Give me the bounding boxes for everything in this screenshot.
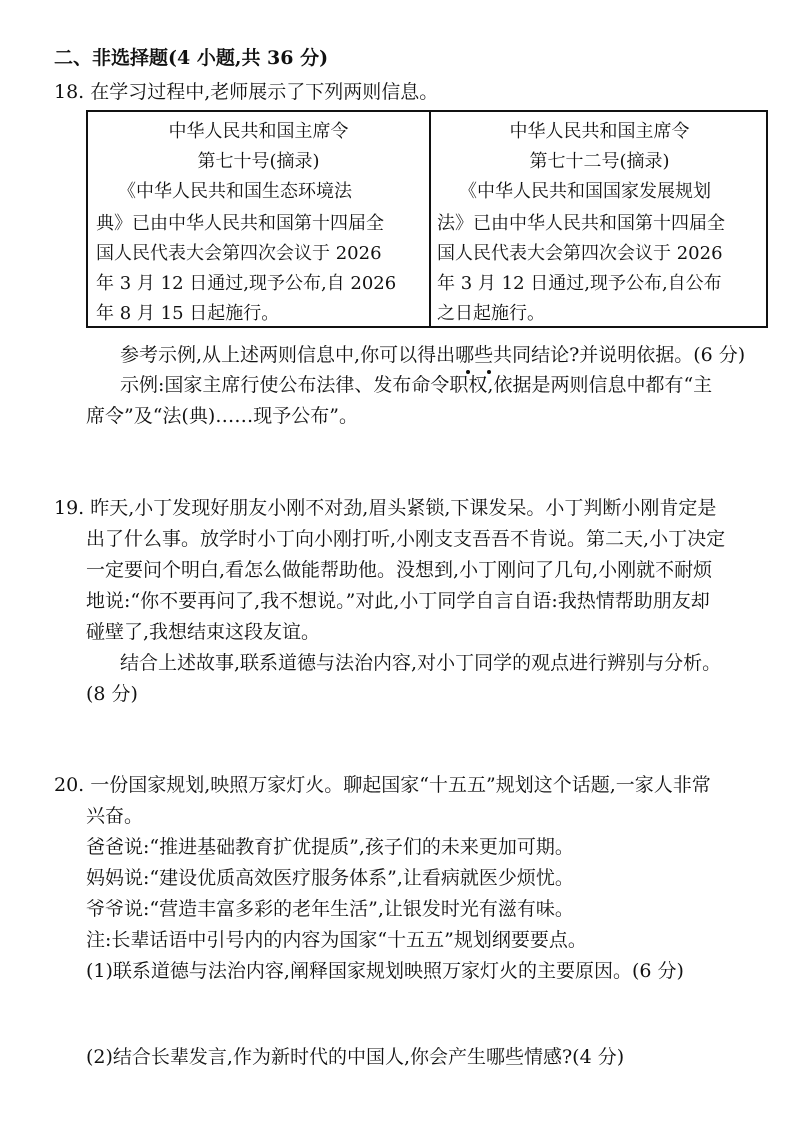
- left-cell-title: 中华人民共和国主席令: [168, 121, 349, 142]
- q20-mom-quote: 妈妈说:“建设优质高效医疗服务体系”,让看病就医少烦忧。: [86, 867, 574, 889]
- q20-grandpa-quote: 爷爷说:“营造丰富多彩的老年生活”,让银发时光有滋有味。: [86, 898, 574, 920]
- right-cell-line: 之日起施行。: [437, 303, 545, 324]
- right-cell-line: 国人民代表大会第四次会议于 2026: [437, 243, 723, 264]
- section-heading: 二、非选择题(4 小题,共 36 分): [54, 47, 329, 69]
- q20-stem-line: 兴奋。: [86, 805, 144, 827]
- emphasis-dot: [466, 370, 470, 374]
- left-cell-line: 年 8 月 15 日起施行。: [96, 303, 280, 324]
- q20-dad-quote: 爸爸说:“推进基础教育扩优提质”,孩子们的未来更加可期。: [86, 836, 574, 858]
- q20-subquestion-1: (1)联系道德与法治内容,阐释国家规划映照万家灯火的主要原因。(6 分): [86, 960, 684, 982]
- q19-line: 碰壁了,我想结束这段友谊。: [86, 621, 321, 643]
- q18-stem: 18. 在学习过程中,老师展示了下列两则信息。: [54, 81, 439, 103]
- q19-task: 结合上述故事,联系道德与法治内容,对小丁同学的观点进行辨别与分析。: [120, 652, 722, 674]
- q19-line: 一定要问个明白,看怎么做能帮助他。没想到,小丁刚问了几句,小刚就不耐烦: [86, 559, 713, 581]
- left-cell-line: 国人民代表大会第四次会议于 2026: [96, 243, 382, 264]
- right-info-cell: [429, 112, 770, 326]
- q18-prompt: 参考示例,从上述两则信息中,你可以得出哪些共同结论?并说明依据。(6 分): [120, 344, 746, 366]
- left-cell-line: 典》已由中华人民共和国第十四届全: [96, 213, 384, 234]
- left-cell-line: 《中华人民共和国生态环境法: [118, 181, 352, 202]
- q20-stem-line: 20. 一份国家规划,映照万家灯火。聊起国家“十五五”规划这个话题,一家人非常: [54, 774, 711, 796]
- left-info-cell: [88, 112, 429, 326]
- left-cell-line: 年 3 月 12 日通过,现予公布,自 2026: [96, 273, 397, 294]
- right-cell-line: 《中华人民共和国国家发展规划: [459, 181, 711, 202]
- emphasis-dot: [487, 370, 491, 374]
- q18-example-line: 席令”及“法(典)……现予公布”。: [86, 405, 358, 427]
- q19-line: 19. 昨天,小丁发现好朋友小刚不对劲,眉头紧锁,下课发呆。小丁判断小刚肯定是: [54, 497, 717, 519]
- right-cell-title: 中华人民共和国主席令: [509, 121, 690, 142]
- right-cell-line: 法》已由中华人民共和国第十四届全: [437, 213, 725, 234]
- q19-line: 出了什么事。放学时小丁向小刚打听,小刚支支吾吾不肯说。第二天,小丁决定: [86, 528, 726, 550]
- right-cell-line: 年 3 月 12 日通过,现予公布,自公布: [437, 273, 722, 294]
- left-cell-number: 第七十号(摘录): [197, 151, 320, 172]
- q20-note: 注:长辈话语中引号内的内容为国家“十五五”规划纲要要点。: [86, 929, 587, 951]
- q19-line: 地说:“你不要再问了,我不想说。”对此,小丁同学自言自语:我热情帮助朋友却: [86, 590, 710, 612]
- q19-task-score: (8 分): [86, 683, 138, 705]
- q18-info-table: [86, 110, 768, 328]
- right-cell-number: 第七十二号(摘录): [529, 151, 670, 172]
- q18-example-line: 示例:国家主席行使公布法律、发布命令职权,依据是两则信息中都有“主: [120, 374, 713, 396]
- q20-subquestion-2: (2)结合长辈发言,作为新时代的中国人,你会产生哪些情感?(4 分): [86, 1046, 625, 1068]
